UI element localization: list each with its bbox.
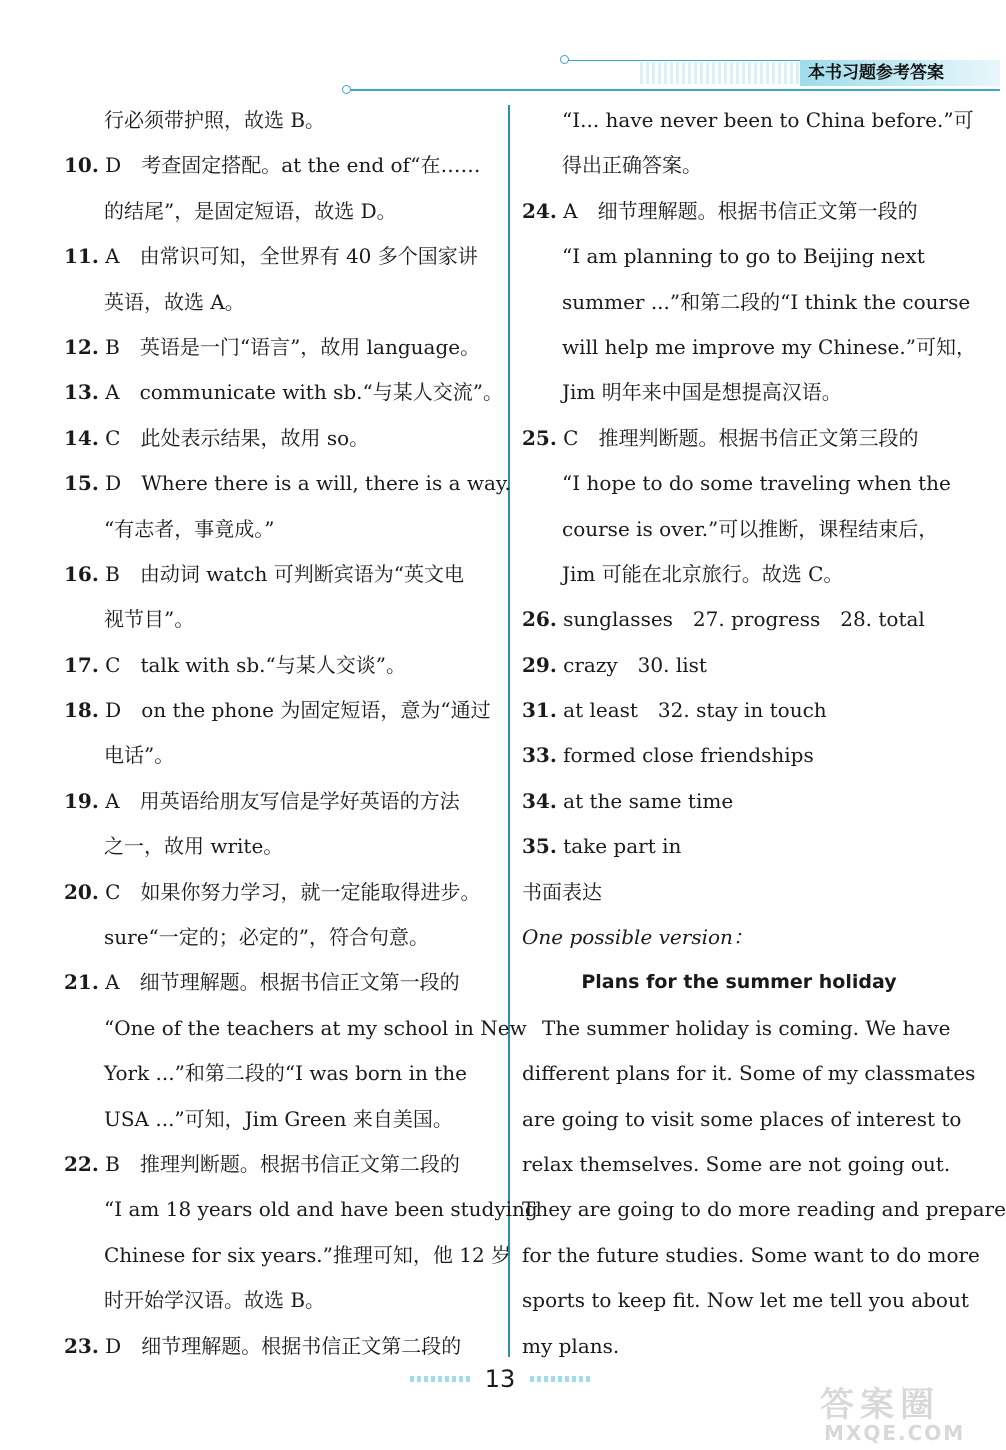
answer-text: “One of the teachers at my school in New [104, 1015, 527, 1040]
left-column [64, 98, 538, 1369]
answer-text: formed close friendships [563, 743, 814, 768]
question-number: 17. [64, 652, 99, 677]
answer-text: summer ...”和第二段的“I think the course [562, 289, 971, 314]
essay-body [522, 1006, 1006, 1369]
essay-line: for the future studies. Some want to do more [522, 1242, 980, 1267]
answer-line [64, 325, 500, 370]
answer-text: B 由动词 watch 可判断宾语为“英文电 [105, 561, 464, 586]
question-number: 10. [64, 153, 99, 178]
answer-text: 之一，故用 write。 [104, 834, 284, 859]
answer-text: B 英语是一门“语言”，故用 language。 [105, 334, 481, 359]
answer-line [522, 189, 956, 234]
answer-line [64, 643, 500, 688]
question-number: 31. [522, 698, 557, 723]
essay-title: Plans for the summer holiday [581, 971, 897, 994]
question-number: 26. [522, 607, 557, 632]
question-number: 35. [522, 834, 557, 859]
answer-line [522, 552, 956, 597]
answer-line [64, 143, 500, 188]
answer-line [522, 507, 956, 552]
answer-line [64, 1097, 500, 1142]
answer-text: “I... have never been to China before.”可 [562, 108, 974, 132]
watermark-logo [820, 1385, 995, 1446]
answer-line [522, 370, 956, 415]
essay-line: The summer holiday is coming. We have [522, 1015, 951, 1040]
question-number: 33. [522, 743, 557, 768]
essay-line: They are going to do more reading and prepare [522, 1197, 1006, 1222]
answer-line [64, 779, 500, 824]
answer-line [64, 1051, 500, 1096]
answer-line [522, 98, 974, 143]
answer-line [522, 325, 976, 370]
answer-text: A 细节理解题。根据书信正文第一段的 [563, 198, 918, 223]
answer-line [64, 280, 500, 325]
answer-line [64, 234, 500, 279]
answer-line [64, 1187, 538, 1232]
answer-text: “I am planning to go to Beijing next [562, 244, 925, 269]
answer-line [64, 824, 500, 869]
answer-text: D Where there is a will, there is a way. [105, 471, 511, 496]
answer-line [64, 1006, 527, 1051]
answer-line [64, 461, 511, 506]
page-number: 13 [484, 1365, 516, 1393]
answer-line [64, 370, 503, 415]
question-number: 12. [64, 334, 99, 359]
answer-text: “I hope to do some traveling when the [562, 471, 951, 496]
header-dot-icon [342, 85, 351, 94]
watermark-url: MXQE.COM [824, 1421, 966, 1445]
answer-text: 英语，故选 A。 [104, 289, 245, 314]
answer-line [64, 507, 500, 552]
header-title: 本书习题参考答案 [800, 60, 1000, 86]
answer-text: York ...”和第二段的“I was born in the [104, 1061, 468, 1086]
answer-line [64, 552, 500, 597]
answer-text: at least 32. stay in touch [563, 698, 827, 723]
answer-text: take part in [563, 834, 682, 859]
answer-text: C talk with sb.“与某人交谈”。 [105, 652, 406, 677]
footer-decoration [530, 1376, 590, 1382]
header-rule [348, 89, 1000, 91]
answer-text: Chinese for six years.”推理可知，他 12 岁 [104, 1242, 512, 1267]
question-number: 20. [64, 879, 99, 904]
answer-text: 得出正确答案。 [562, 153, 702, 178]
answer-text: A communicate with sb.“与某人交流”。 [105, 380, 503, 405]
question-number: 13. [64, 380, 99, 405]
question-number: 25. [522, 425, 557, 450]
answer-text: crazy 30. list [563, 652, 707, 677]
answer-line [64, 688, 500, 733]
question-number: 29. [522, 652, 557, 677]
essay-line: my plans. [522, 1333, 620, 1358]
answer-text: sunglasses 27. progress 28. total [563, 607, 925, 632]
question-number: 18. [64, 698, 99, 723]
answer-text: 的结尾”，是固定短语，故选 D。 [104, 198, 397, 223]
answer-line [522, 643, 956, 688]
header-decoration [640, 62, 800, 84]
answer-list-right [522, 98, 976, 870]
answer-line [64, 915, 500, 960]
version-label: One possible version： [522, 925, 753, 950]
answer-line [64, 1278, 500, 1323]
answer-line [64, 416, 500, 461]
answer-line [522, 461, 956, 506]
answer-line [522, 688, 956, 733]
essay-line: different plans for it. Some of my classmates [522, 1061, 976, 1086]
answer-text: course is over.”可以推断，课程结束后， [562, 516, 939, 541]
section-heading: 书面表达 [522, 879, 602, 904]
answer-text: at the same time [563, 788, 734, 813]
column-divider [508, 105, 510, 1357]
essay-line: relax themselves. Some are not going out. [522, 1151, 951, 1176]
answer-text: A 用英语给朋友写信是学好英语的方法 [105, 788, 460, 813]
answer-line [64, 1324, 500, 1369]
answer-text: USA ...”可知，Jim Green 来自美国。 [104, 1106, 453, 1131]
footer-decoration [410, 1376, 470, 1382]
essay-line: sports to keep fit. Now let me tell you about [522, 1288, 969, 1313]
watermark-text: 答案圈 [820, 1385, 940, 1425]
answer-text: 行必须带护照，故选 B。 [104, 108, 326, 132]
answer-text: D on the phone 为固定短语，意为“通过 [105, 698, 491, 723]
answer-text: B 推理判断题。根据书信正文第二段的 [105, 1151, 460, 1176]
answer-text: C 此处表示结果，故用 so。 [105, 425, 370, 450]
question-number: 15. [64, 471, 99, 496]
answer-text: “有志者，事竟成。” [104, 516, 275, 541]
answer-text: D 考查固定搭配。at the end of“在…… [105, 153, 481, 178]
answer-line [64, 1142, 500, 1187]
essay-line: are going to visit some places of interest to [522, 1106, 962, 1131]
answer-line [64, 870, 500, 915]
answer-line [522, 597, 956, 642]
question-number: 16. [64, 561, 99, 586]
question-number: 24. [522, 198, 557, 223]
answer-text: 视节目”。 [104, 607, 195, 632]
answer-text: 电话”。 [104, 743, 175, 768]
answer-text: A 由常识可知，全世界有 40 多个国家讲 [105, 244, 478, 269]
answer-text: Jim 可能在北京旅行。故选 C。 [562, 561, 844, 586]
question-number: 21. [64, 970, 99, 995]
answer-text: C 推理判断题。根据书信正文第三段的 [563, 425, 919, 450]
answer-line [64, 1233, 512, 1278]
answer-text: D 细节理解题。根据书信正文第二段的 [105, 1333, 462, 1358]
question-number: 34. [522, 788, 557, 813]
answer-line [522, 733, 956, 778]
answer-line [522, 143, 956, 188]
question-number: 11. [64, 244, 99, 269]
right-column [522, 98, 1006, 1369]
answer-text: will help me improve my Chinese.”可知， [562, 334, 976, 359]
answer-line [64, 597, 500, 642]
answer-line [522, 234, 956, 279]
answer-line [522, 416, 956, 461]
answer-text: 时开始学汉语。故选 B。 [104, 1288, 326, 1313]
question-number: 19. [64, 788, 99, 813]
answer-line [522, 779, 956, 824]
question-number: 22. [64, 1151, 99, 1176]
answer-line [522, 280, 971, 325]
answer-line [522, 824, 956, 869]
answer-text: C 如果你努力学习，就一定能取得进步。 [105, 879, 481, 904]
answer-line [64, 733, 500, 778]
answer-text: A 细节理解题。根据书信正文第一段的 [105, 970, 460, 995]
header-rule-top [566, 60, 806, 61]
question-number: 14. [64, 425, 99, 450]
answer-text: Jim 明年来中国是想提高汉语。 [562, 380, 842, 405]
question-number: 23. [64, 1333, 99, 1358]
answer-line [64, 189, 500, 234]
answer-text: sure“一定的；必定的”，符合句意。 [104, 925, 429, 950]
answer-text: “I am 18 years old and have been studying [104, 1197, 538, 1222]
header-dot-icon [560, 55, 569, 64]
answer-line [64, 98, 500, 143]
answer-line [64, 960, 500, 1005]
